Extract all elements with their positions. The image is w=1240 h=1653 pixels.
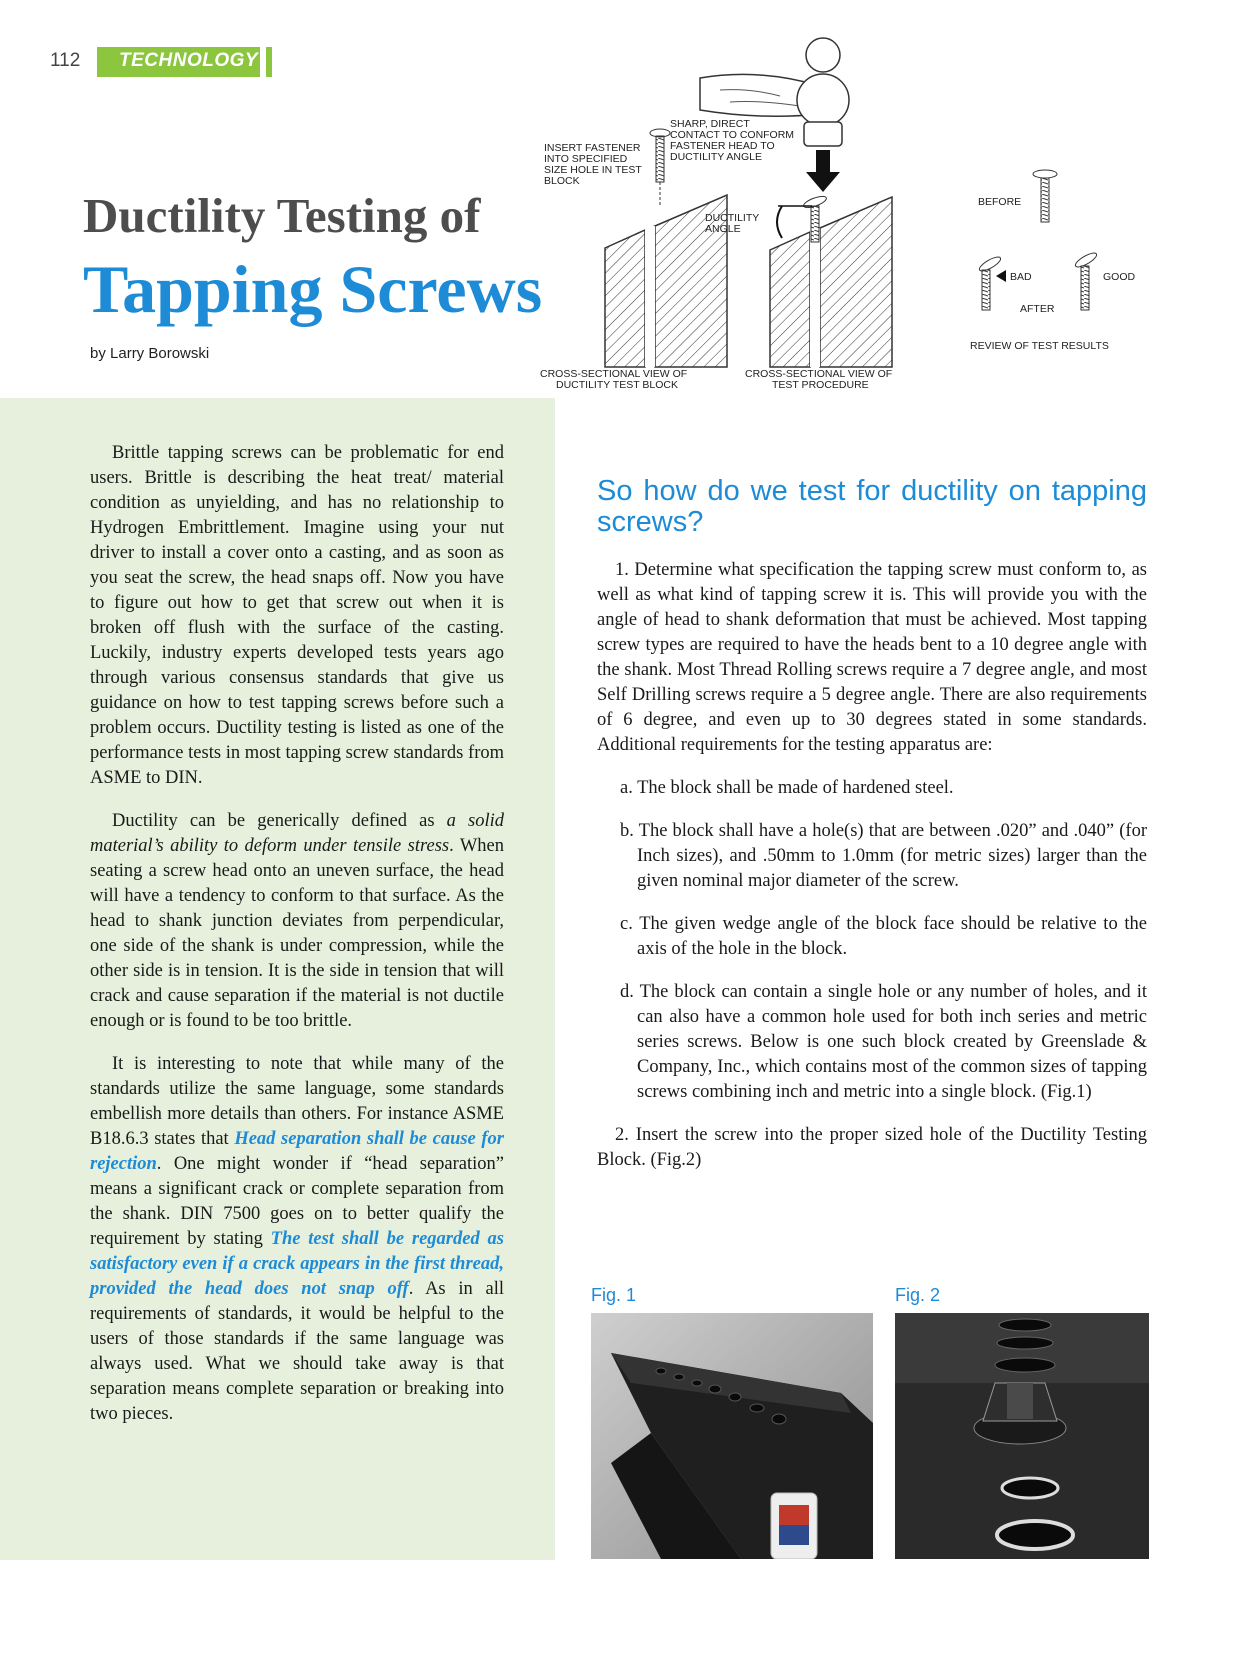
angle-label-2: ANGLE	[705, 223, 741, 235]
block-caption-1: CROSS-SECTIONAL VIEW OF	[540, 368, 688, 380]
before-label: BEFORE	[978, 196, 1022, 208]
insert-screw-icon	[650, 129, 670, 182]
contact-label-3: FASTENER HEAD TO	[670, 140, 775, 152]
fig2-photo-screw-inserted	[895, 1313, 1149, 1559]
screw-before-icon	[1033, 170, 1057, 222]
page-number: 112	[50, 50, 81, 71]
block-caption-2: DUCTILITY TEST BLOCK	[556, 379, 678, 391]
contact-label-2: CONTACT TO CONFORM	[670, 129, 795, 141]
fig2-label: Fig. 2	[895, 1285, 941, 1305]
left-paragraph-3: It is interesting to note that while many of the standards utilize the same language, some standards embellish more details than others. For instance ASME B18.6.3 states that Head separation shall be cause for rejection. One might wonder if “head separation” means a significant crack or complete separation from the shank. DIN 7500 goes on to better qualify the requirement by stating The test shall be regarded as satisfactory even if a crack appears in the first thread, provided the head does not snap off. As in all requirements of standards, it would be helpful to the users of those standards if the same language was always used. What we should take away is that separation means complete separation or breaking into two pieces.	[90, 1054, 505, 1424]
fig1-label: Fig. 1	[591, 1285, 637, 1305]
contact-label-4: DUCTILITY ANGLE	[670, 151, 762, 163]
din-quote: The test shall be regarded as satisfactory even if a crack appears in the first thread, provided the head does not snap off	[90, 1229, 504, 1299]
section-label: TECHNOLOGY	[119, 50, 259, 71]
step-1: 1. Determine what specification the tapping screw must conform to, as well as what kind of tapping screw it is. This will provide you with the angle of head to shank deformation that must be achieved. Most tapping screw types are required to have the heads bent to a 10 degree angle with the shank. Most Thread Rolling screws require a 7 degree angle, and most Self Drilling screws require a 5 degree angle. There are also requirements of 6 degree, and even up to 30 degrees stated in some standards. Additional requirements for the testing apparatus are:	[597, 560, 1147, 755]
insert-label-1: INSERT FASTENER	[544, 142, 641, 154]
ductility-test-diagram	[520, 30, 1220, 400]
procedure-caption-1: CROSS-SECTIONAL VIEW OF	[745, 368, 893, 380]
requirement-a: a. The block shall be made of hardened steel.	[620, 778, 954, 798]
contact-label-1: SHARP, DIRECT	[670, 118, 750, 130]
after-label: AFTER	[1020, 303, 1055, 315]
insert-label-2: INTO SPECIFIED	[544, 153, 628, 165]
section-bar	[266, 47, 272, 77]
insert-label-4: BLOCK	[544, 175, 580, 187]
section-heading: So how do we test for ductility on tapping screws?	[597, 475, 1147, 538]
requirement-b: b. The block shall have a hole(s) that are between .020” and .040” (for Inch sizes), and .50mm to 1.0mm (for metric sizes) larger than the given nominal major diameter of the screw.	[620, 821, 1147, 891]
right-column	[597, 476, 1147, 1191]
test-procedure-cross-section	[770, 194, 892, 367]
review-caption: REVIEW OF TEST RESULTS	[970, 340, 1109, 352]
good-label: GOOD	[1103, 271, 1136, 283]
angle-label-1: DUCTILITY	[705, 212, 760, 224]
asme-quote: Head separation shall be cause for rejection	[90, 1129, 505, 1174]
left-paragraph-1: Brittle tapping screws can be problematic for end users. Brittle is describing the heat treat/ material condition as unyielding, and has no relationship to Hydrogen Embrittlement. Imagine using your nut driver to install a cover onto a casting, and as soon as you seat the screw, the head snaps off. Now you have to figure out how to get that screw out when it is broken off flush with the surface of the casting. Luckily, industry experts developed tests years ago through various consensus standards that give us guidance on how to test tapping screws before such a problem occurs. Ductility testing is listed as one of the performance tests in most tapping screw standards from ASME to DIN.	[90, 443, 504, 788]
arrow-down-icon	[806, 150, 840, 192]
left-column	[90, 441, 504, 1445]
article-title-line1: Ductility Testing of	[83, 188, 481, 243]
byline: by Larry Borowski	[90, 345, 210, 362]
screw-bad-icon	[978, 255, 1006, 310]
procedure-caption-2: TEST PROCEDURE	[772, 379, 869, 391]
step-2: 2. Insert the screw into the proper sized hole of the Ductility Testing Block. (Fig.2)	[597, 1125, 1147, 1170]
requirement-c: c. The given wedge angle of the block face should be relative to the axis of the hole in the block.	[620, 914, 1147, 959]
section-tab	[97, 47, 260, 77]
left-paragraph-2: Ductility can be generically defined as a solid material’s ability to deform under tensile stress. When seating a screw head onto an uneven surface, the head will have a tendency to conform to that surface. As the head to shank junction deviates from perpendicular, one side of the shank is under compression, while the other side is in tension. It is the side in tension that will crack and cause separation if the material is not ductile enough or is found to be too brittle.	[90, 811, 504, 1031]
ductility-definition: a solid material’s ability to deform under tensile stress	[90, 811, 504, 856]
bad-label: BAD	[1010, 271, 1032, 283]
requirement-d: d. The block can contain a single hole or any number of holes, and it can also have a common hole used for both inch series and metric series screws. Below is one such block created by Greenslade & Company, Inc., which contains most of the common sizes of tapping screws combining inch and metric into a single block. (Fig.1)	[620, 982, 1147, 1102]
insert-label-3: SIZE HOLE IN TEST	[544, 164, 642, 176]
fig1-photo-test-block	[591, 1313, 873, 1559]
article-title-line2: Tapping Screws	[83, 251, 543, 327]
screw-good-icon	[1074, 251, 1099, 310]
